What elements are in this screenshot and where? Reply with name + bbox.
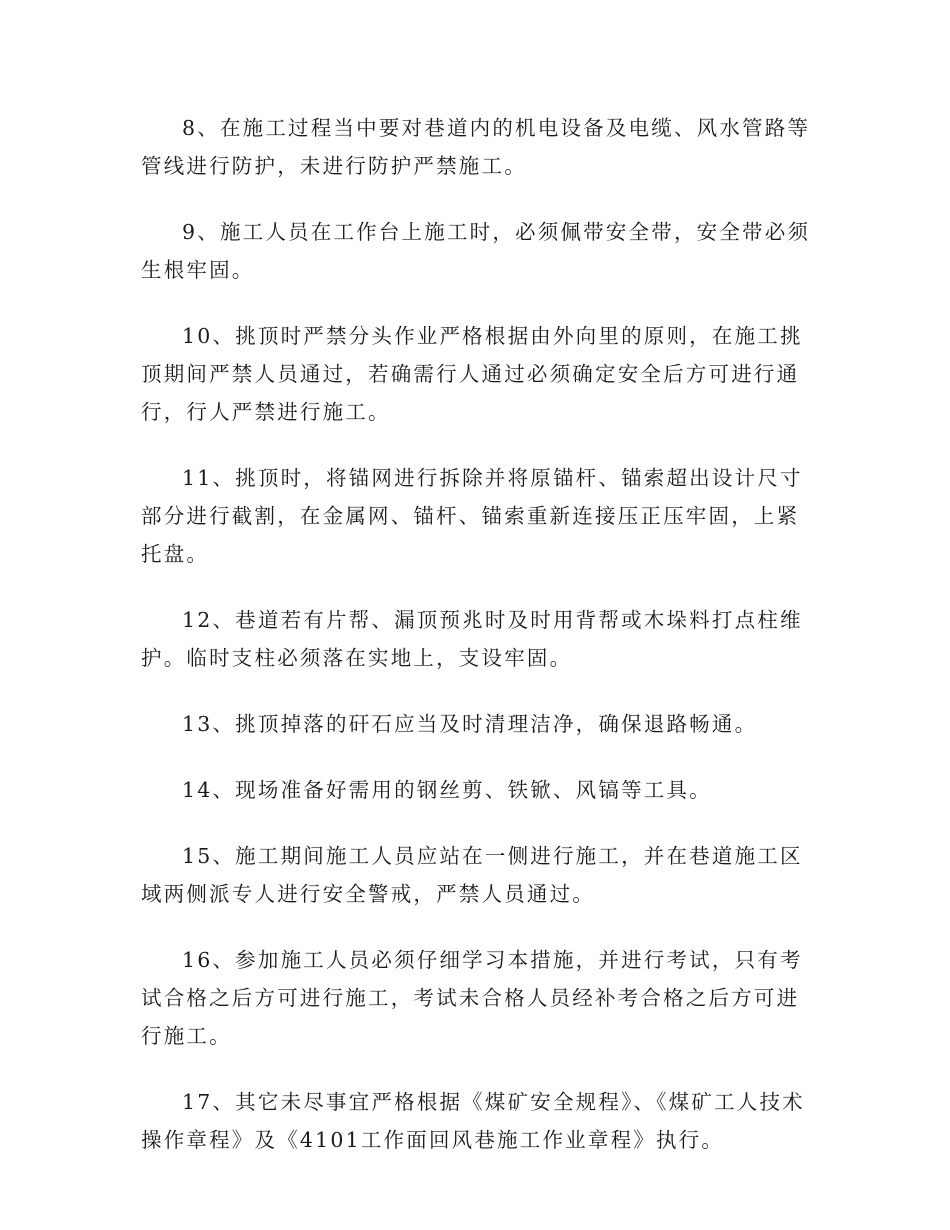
paragraph-item-8: 8、在施工过程当中要对巷道内的机电设备及电缆、风水管路等管线进行防护，未进行防护严禁施工。	[141, 116, 811, 178]
paragraph-item-12: 12、巷道若有片帮、漏顶预兆时及时用背帮或木垛料打点柱维护。临时支柱必须落在实地上，支设牢固。	[141, 608, 803, 670]
paragraph-item-13: 13、挑顶掉落的矸石应当及时清理洁净，确保退路畅通。	[182, 712, 758, 736]
paragraph-item-14: 14、现场准备好需用的钢丝剪、铁锨、风镐等工具。	[182, 778, 712, 802]
paragraph-item-16: 16、参加施工人员必须仔细学习本措施，并进行考试，只有考试合格之后方可进行施工，考试未合格人员经补考合格之后方可进行施工。	[141, 948, 803, 1048]
paragraph-item-9: 9、施工人员在工作台上施工时，必须佩带安全带，安全带必须生根牢固。	[141, 220, 811, 282]
paragraph-item-11: 11、挑顶时，将锚网进行拆除并将原锚杆、锚索超出设计尺寸部分进行截割，在金属网、锚杆、锚索重新连接压正压牢固，上紧托盘。	[141, 466, 803, 566]
paragraph-item-15: 15、施工期间施工人员应站在一侧进行施工，并在巷道施工区域两侧派专人进行安全警戒，严禁人员通过。	[141, 844, 803, 906]
document-body	[141, 109, 811, 1187]
paragraph-item-17: 17、其它未尽事宜严格根据《煤矿安全规程》、《煤矿工人技术操作章程》及《4101工作面回风巷施工作业章程》执行。	[141, 1090, 805, 1152]
paragraph-item-10: 10、挑顶时严禁分头作业严格根据由外向里的原则，在施工挑顶期间严禁人员通过，若确需行人通过必须确定安全后方可进行通行，行人严禁进行施工。	[141, 324, 803, 424]
